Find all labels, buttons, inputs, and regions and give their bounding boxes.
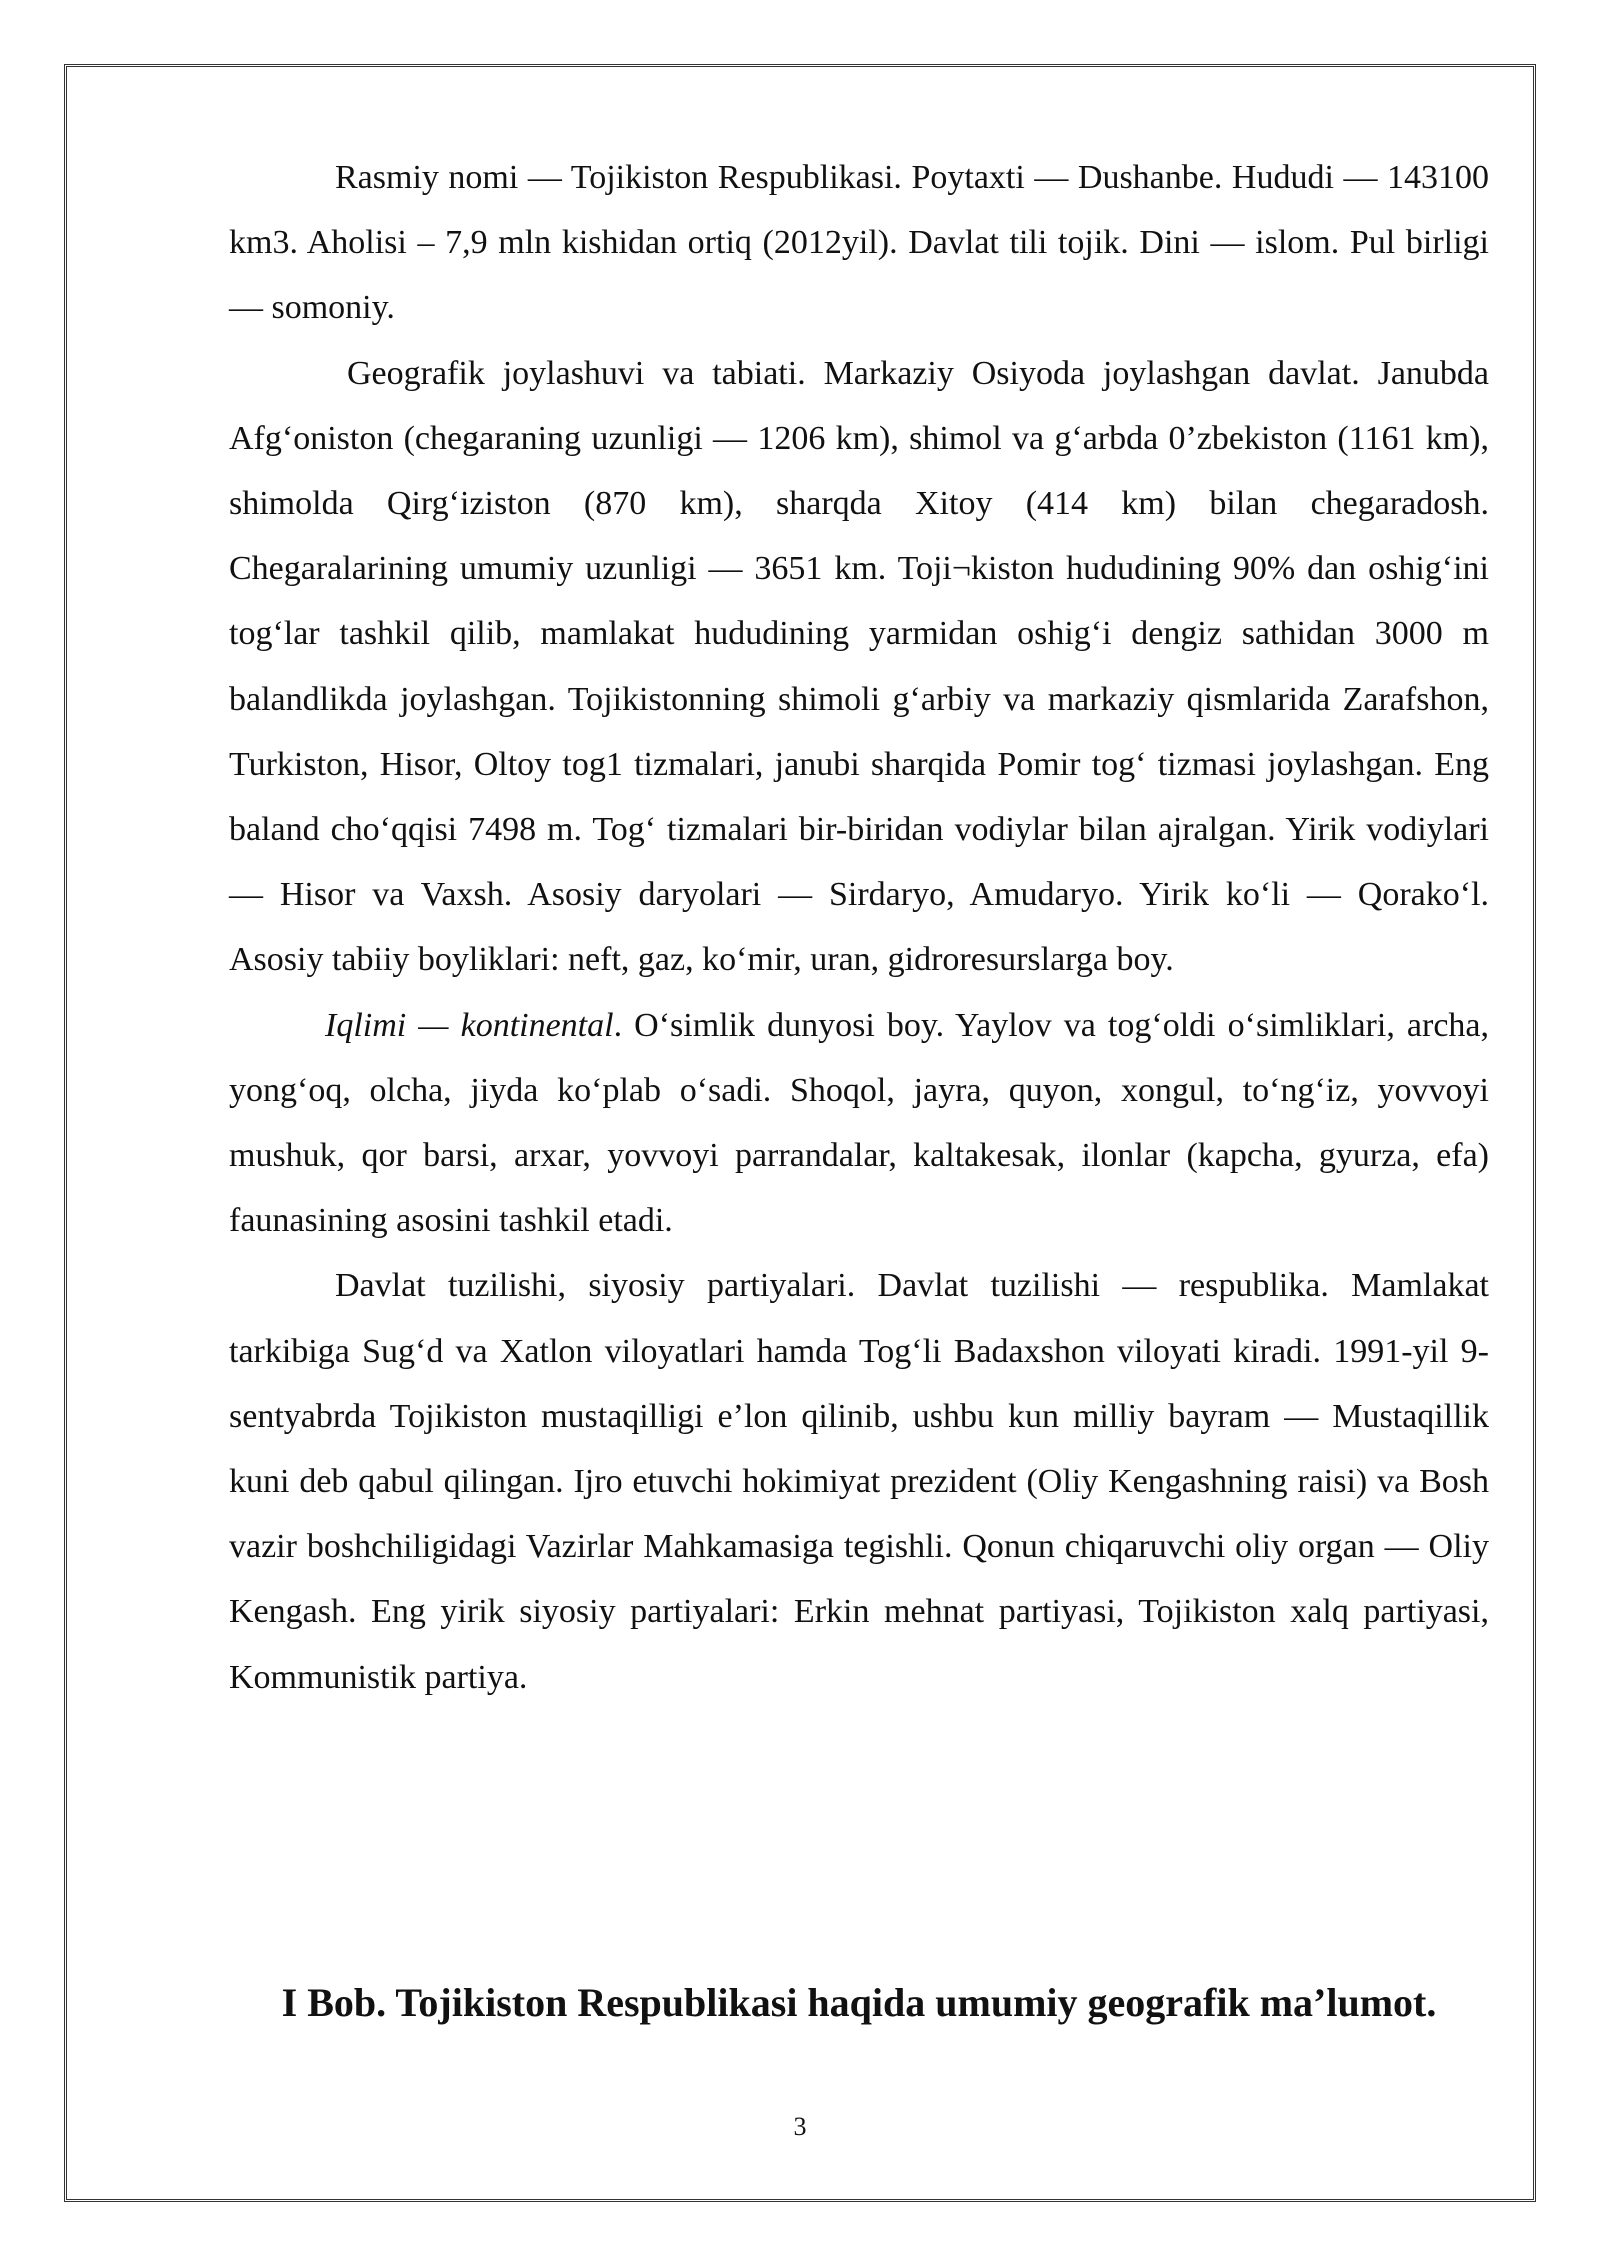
page-number: 3 [793,2112,807,2141]
paragraph-climate [229,993,1489,1254]
document-body [229,145,1489,1710]
chapter-title: I Bob. Tojikiston Respublikasi haqida umumiy geografik ma’lumot. [281,1980,1437,2025]
climate-heading: Iqlimi — kontinental [325,1006,614,1044]
climate-text: . O‘simlik dunyosi boy. Yaylov va tog‘oldi o‘simliklari, archa, yong‘oq, olcha, jiyda ko‘plab o‘sadi. Shoqol, jayra, quyon, xongul, to‘ng‘iz, yovvoyi mushuk, qor barsi, arxar, yovvoyi parrandalar, kaltakesak, ilonlar (kapcha, gyurza, efa) faunasining asosini tashkil etadi. [229,1006,1489,1240]
paragraph-geography: Geografik joylashuvi va tabiati. Markaziy Osiyoda joylashgan davlat. Janubda Afg‘oniston (chegaraning uzunligi — 1206 km), shimol va g‘arbda 0’zbekiston (1161 km), shimolda Qirg‘iziston (870 km), sharqda Xitoy (414 km) bilan chegaradosh. Chegaralarining umumiy uzunligi — 3651 km. Toji¬kiston hududining 90% dan oshig‘ini tog‘lar tashkil qilib, mamlakat hududining yarmidan oshig‘i dengiz sathidan 3000 m balandlikda joylashgan. Tojikistonning shimoli g‘arbiy va markaziy qismlarida Zarafshon, Turkiston, Hisor, Oltoy tog1 tizmalari, janubi sharqida Pomir tog‘ tizmasi joylashgan. Eng baland cho‘qqisi 7498 m. Tog‘ tizmalari bir-biridan vodiylar bilan ajralgan. Yirik vodiylari — Hisor va Vaxsh. Asosiy daryolari — Sirdaryo, Amudaryo. Yirik ko‘li — Qorako‘l. Asosiy tabiiy boyliklari: neft, gaz, ko‘mir, uran, gidroresurslarga boy. [229,354,1489,979]
paragraph-official-info: Rasmiy nomi — Tojikiston Respublikasi. Poytaxti — Dushanbe. Hududi — 143100 km3. Aholisi – 7,9 mln kishidan ortiq (2012yil). Davlat tili tojik. Dini — islom. Pul birligi — somoniy. [229,159,1489,327]
paragraph-government: Davlat tuzilishi, siyosiy partiyalari. Davlat tuzilishi — respublika. Mamlakat tarkibiga Sug‘d va Xatlon viloyatlari hamda Tog‘li Badaxshon viloyati kiradi. 1991-yil 9-sentyabrda Tojikiston mustaqilligi e’lon qilinib, ushbu kun milliy bayram — Mustaqillik kuni deb qabul qilingan. Ijro etuvchi hokimiyat prezident (Oliy Kengashning raisi) va Bosh vazir boshchiligidagi Vazirlar Mahkamasiga tegishli. Qonun chiqaruvchi oliy organ — Oliy Kengash. Eng yirik siyosiy partiyalari: Erkin mehnat partiyasi, Tojikiston xalq partiyasi, Kommunistik partiya. [229,1267,1489,1696]
